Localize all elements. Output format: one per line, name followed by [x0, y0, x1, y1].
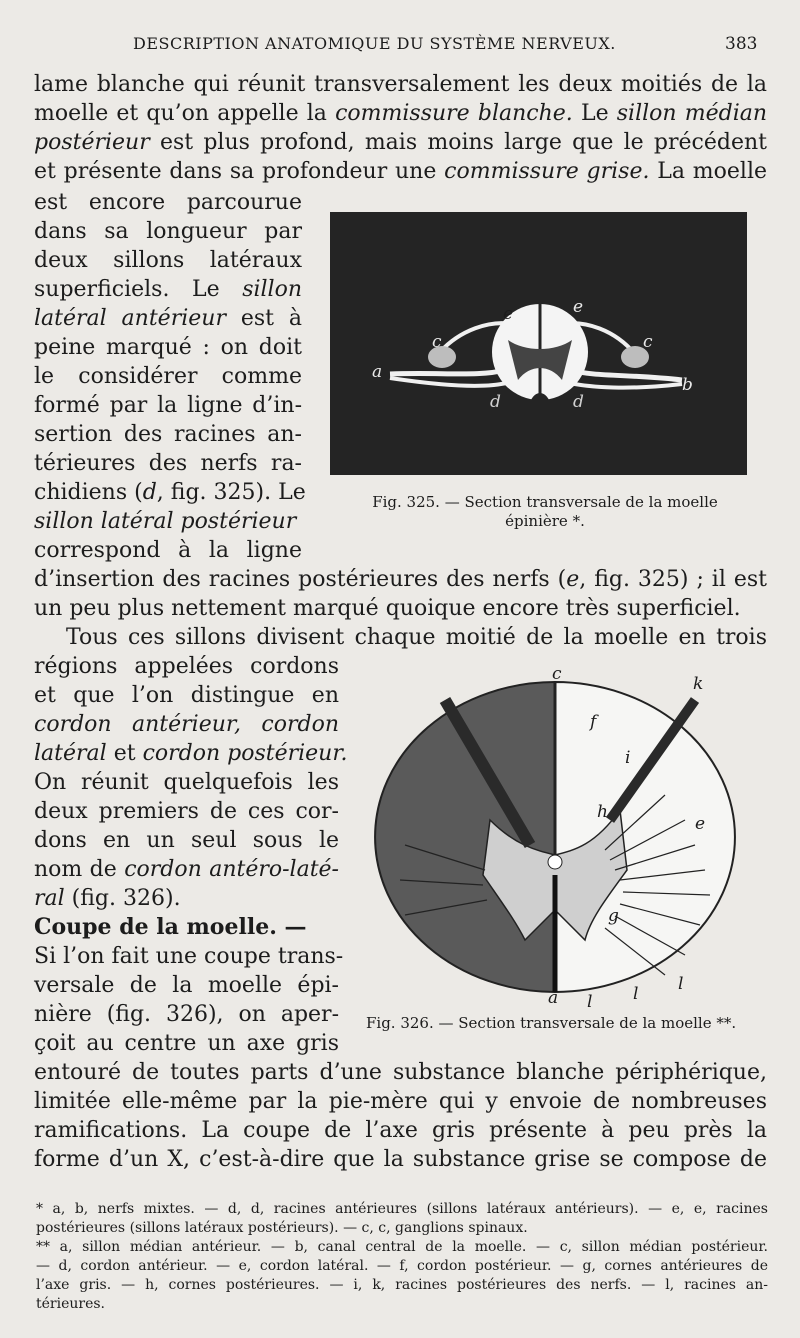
text-line: et que l’on distingue en — [34, 683, 339, 708]
text-line: Tous ces sillons divisent chaque moitié de la moelle en trois — [66, 625, 767, 650]
text-line: On réunit quelquefois les — [34, 770, 339, 795]
text-line: latéral et cordon postérieur. — [34, 741, 348, 766]
text-line: le considérer comme — [34, 364, 302, 389]
text-line: nière (fig. 326), on aper- — [34, 1002, 339, 1027]
figure-326-label-i: i — [625, 748, 631, 768]
figure-325-label-d: d — [490, 392, 501, 412]
text-line: nom de cordon antéro-laté- — [34, 857, 339, 882]
text-line: moelle et qu’on appelle la commissure blanche. Le sillon médian — [34, 101, 768, 126]
text-line: régions appelées cordons — [34, 654, 339, 679]
figure-326-label-e: e — [695, 814, 706, 834]
text-line: limitée elle-même par la pie-mère qui y envoie de nombreuses — [34, 1089, 767, 1114]
text-line: superficiels. Le sillon — [34, 277, 302, 302]
figure-325-label-c: c — [432, 332, 442, 352]
figure-326-label-f: f — [590, 712, 597, 732]
text-line: sertion des racines an- — [34, 422, 302, 447]
text-line: un peu plus nettement marqué quoique encore très superficiel. — [34, 596, 741, 621]
footnote-line: l’axe gris. — h, cornes postérieures. — i, k, racines postérieures des nerfs. — l, racines an- — [36, 1277, 768, 1293]
page-number: 383 — [725, 34, 758, 54]
text-line: est encore parcourue — [34, 190, 302, 215]
text-line: latéral antérieur est à — [34, 306, 303, 331]
figure-326-label-a: a — [548, 988, 559, 1008]
text-line: d’insertion des racines postérieures des nerfs (e, fig. 325) ; il est — [34, 567, 767, 592]
figure-325-spinal-cord-section — [330, 212, 747, 475]
text-line: ramifications. La coupe de l’axe gris présente à peu près la — [34, 1118, 767, 1143]
text-line: peine marqué : on doit — [34, 335, 302, 360]
text-line: dans sa longueur par — [34, 219, 302, 244]
figure-326-spinal-cord-section — [365, 664, 760, 1012]
text-line: deux sillons latéraux — [34, 248, 302, 273]
section-heading-line: Coupe de la moelle. — — [34, 914, 307, 940]
figure-325-label-b: b — [682, 375, 693, 395]
text-line: Si l’on fait une coupe trans- — [34, 944, 344, 969]
figure-325-illustration — [330, 212, 747, 475]
figure-325-caption: Fig. 325. — Section transversale de la moelle épinière *. — [372, 493, 718, 530]
text-line: ral (fig. 326). — [34, 886, 181, 911]
figure-326-label-l: l — [587, 992, 593, 1012]
figure-326-label-c: c — [552, 664, 562, 684]
figure-325-label-d: d — [573, 392, 584, 412]
figure-326-label-l: l — [678, 974, 684, 994]
footnote-line: térieures. — [36, 1296, 105, 1312]
footnotes — [36, 1200, 768, 1314]
text-line: térieures des nerfs ra- — [34, 451, 302, 476]
text-line: postérieur est plus profond, mais moins large que le précédent — [34, 130, 767, 155]
footnote-line: — d, cordon antérieur. — e, cordon latéral. — f, cordon postérieur. — g, cornes antérieures de — [36, 1258, 768, 1274]
text-line: forme d’un X, c’est-à-dire que la substance grise se compose de — [34, 1147, 767, 1172]
figure-325-label-c: c — [643, 332, 653, 352]
figure-326-label-g: g — [608, 906, 619, 926]
text-line: versale de la moelle épi- — [34, 973, 339, 998]
text-line: chidiens (d, fig. 325). Le — [34, 480, 306, 505]
figure-326-caption: Fig. 326. — Section transversale de la moelle **. — [366, 1014, 737, 1032]
text-line: dons en un seul sous le — [34, 828, 339, 853]
figure-326-illustration — [365, 670, 760, 1010]
figure-325-label-e: e — [503, 304, 514, 324]
figure-325-label-e: e — [573, 297, 584, 317]
figure-326-label-h: h — [597, 802, 608, 822]
footnote-line: postérieures (sillons latéraux postérieurs). — c, c, ganglions spinaux. — [36, 1220, 528, 1236]
figure-325-label-a: a — [372, 362, 383, 382]
footnote-line: * a, b, nerfs mixtes. — d, d, racines antérieures (sillons latéraux antérieurs). — e, e, racines — [36, 1201, 768, 1217]
text-line: formé par la ligne d’in- — [34, 393, 302, 418]
figure-326-label-l: l — [633, 984, 639, 1004]
text-line: deux premiers de ces cor- — [34, 799, 339, 824]
text-line: et présente dans sa profondeur une commissure grise. La moelle — [34, 159, 768, 184]
text-line: çoit au centre un axe gris — [34, 1031, 339, 1056]
text-line: lame blanche qui réunit transversalement les deux moitiés de la — [34, 72, 767, 97]
footnote-line: ** a, sillon médian antérieur. — b, canal central de la moelle. — c, sillon médian postérieur. — [36, 1239, 768, 1255]
figure-326-label-k: k — [693, 674, 704, 694]
text-line: entouré de toutes parts d’une substance blanche périphérique, — [34, 1060, 767, 1085]
running-head: DESCRIPTION ANATOMIQUE DU SYSTÈME NERVEUX. — [133, 34, 616, 53]
text-line: sillon latéral postérieur — [34, 509, 297, 534]
text-line: correspond à la ligne — [34, 538, 302, 563]
text-line: cordon antérieur, cordon — [34, 712, 339, 737]
